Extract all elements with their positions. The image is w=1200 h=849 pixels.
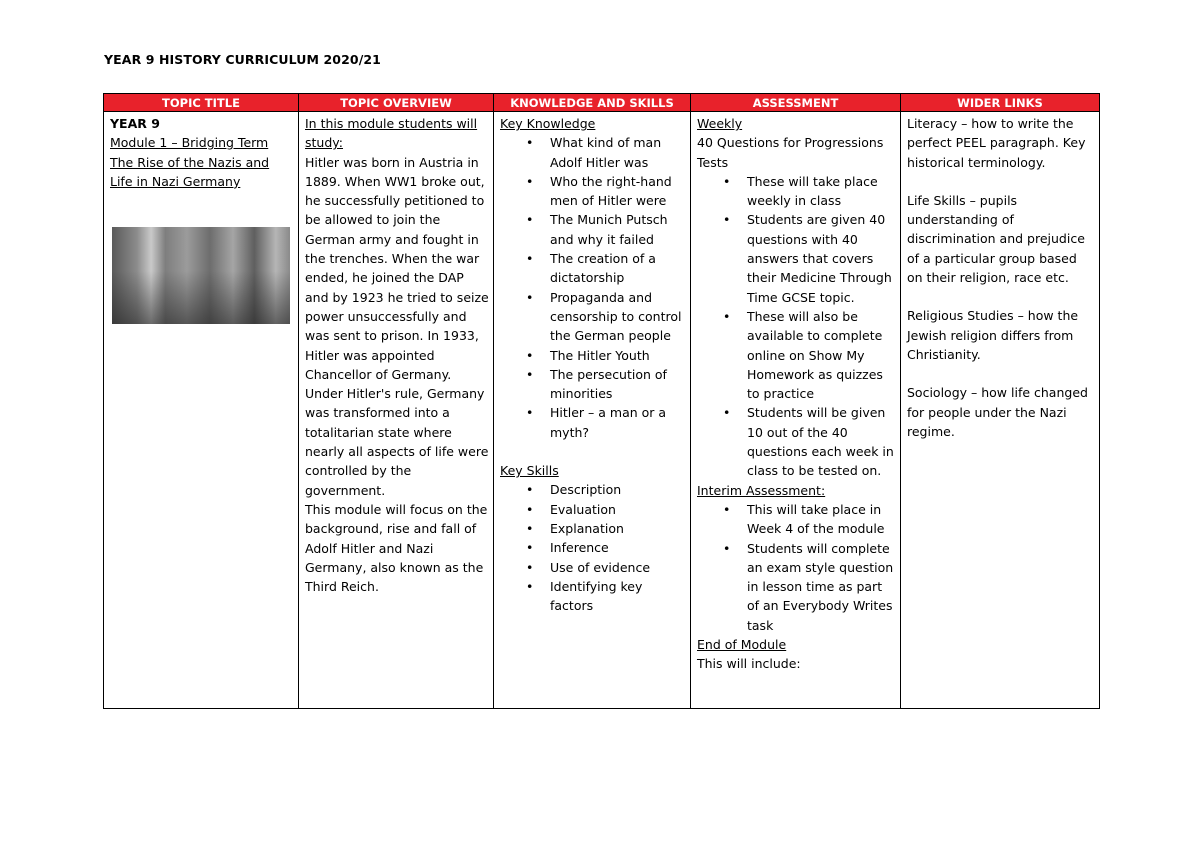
header-topic-title: TOPIC TITLE xyxy=(104,94,299,112)
topic-overview-cell xyxy=(299,112,494,709)
knowledge-skills-cell xyxy=(494,112,691,709)
historical-photo-icon xyxy=(112,227,290,324)
topic-title-cell xyxy=(104,112,299,709)
list-item: • Inference xyxy=(500,538,686,557)
overview-paragraph-1: Hitler was born in Austria in 1889. When WW1 broke out, he successfully petitioned to be allowed to join the German army and fought in the trenches. When the war ended, he joined the DAP and by 1923 he tried to seize power unsuccessfully and was sent to prison. In 1933, Hitler was appointed Chancellor of Germany. Under Hitler's rule, Germany was transformed into a totalitarian state where nearly all aspects of life were controlled by the government. xyxy=(305,154,489,498)
assessment-cell xyxy=(691,112,901,709)
curriculum-table xyxy=(103,93,1100,709)
list-item: • The Hitler Youth xyxy=(500,346,686,365)
key-knowledge-heading: Key Knowledge xyxy=(500,116,596,131)
list-item: • The persecution of minorities xyxy=(500,365,686,404)
wider-links-cell xyxy=(901,112,1100,709)
list-item: • Description xyxy=(500,480,686,499)
document-title: YEAR 9 HISTORY CURRICULUM 2020/21 xyxy=(104,52,381,67)
header-wider-links: WIDER LINKS xyxy=(901,94,1100,112)
table-row xyxy=(104,112,1100,709)
interim-heading: Interim Assessment: xyxy=(697,482,826,498)
list-item: • What kind of man Adolf Hitler was xyxy=(500,133,686,172)
module-label: Module 1 – Bridging Term xyxy=(110,135,269,151)
list-item: • Students will be given 10 out of the 40 questions each week in class to be tested on. xyxy=(697,403,896,480)
key-knowledge-list xyxy=(500,133,686,442)
literacy-link: Literacy – how to write the perfect PEEL paragraph. Key historical terminology. xyxy=(907,116,1086,170)
list-item: • Use of evidence xyxy=(500,558,686,577)
list-item: • Hitler – a man or a myth? xyxy=(500,403,686,442)
list-item: • This will take place in Week 4 of the module xyxy=(697,500,896,539)
key-skills-list xyxy=(500,480,686,615)
header-assessment: ASSESSMENT xyxy=(691,94,901,112)
list-item: • The Munich Putsch and why it failed xyxy=(500,210,686,249)
overview-paragraph-2: This module will focus on the background, rise and fall of Adolf Hitler and Nazi Germany, also known as the Third Reich. xyxy=(305,501,488,595)
weekly-heading: Weekly xyxy=(697,116,743,131)
list-item: • The creation of a dictatorship xyxy=(500,249,686,288)
list-item: • Propaganda and censorship to control the German people xyxy=(500,288,686,346)
topic-name-line1: The Rise of the Nazis and xyxy=(110,154,270,170)
list-item: • These will take place weekly in class xyxy=(697,172,896,211)
sociology-link: Sociology – how life changed for people under the Nazi regime. xyxy=(907,385,1088,439)
list-item: • Identifying key factors xyxy=(500,577,686,616)
topic-name-line2: Life in Nazi Germany xyxy=(110,173,241,189)
life-skills-link: Life Skills – pupils understanding of discrimination and prejudice of a particular group based on their religion, race etc. xyxy=(907,192,1085,286)
religious-studies-link: Religious Studies – how the Jewish religion differs from Christianity. xyxy=(907,308,1079,362)
end-of-module-heading: End of Module xyxy=(697,637,787,653)
weekly-intro: 40 Questions for Progressions Tests xyxy=(697,135,884,170)
list-item: • Who the right-hand men of Hitler were xyxy=(500,172,686,211)
year-label: YEAR 9 xyxy=(110,116,160,131)
header-knowledge-and-skills: KNOWLEDGE AND SKILLS xyxy=(494,94,691,112)
weekly-list xyxy=(697,172,896,481)
overview-intro: In this module students will study: xyxy=(305,116,478,151)
interim-list xyxy=(697,500,896,635)
end-of-module-intro: This will include: xyxy=(697,656,801,672)
table-header-row xyxy=(104,94,1100,112)
list-item: • Evaluation xyxy=(500,500,686,519)
list-item: • Students will complete an exam style question in lesson time as part of an Everybody Writes task xyxy=(697,539,896,635)
list-item: • Explanation xyxy=(500,519,686,538)
list-item: • Students are given 40 questions with 40 answers that covers their Medicine Through Time GCSE topic. xyxy=(697,210,896,306)
header-topic-overview: TOPIC OVERVIEW xyxy=(299,94,494,112)
list-item: • These will also be available to complete online on Show My Homework as quizzes to practice xyxy=(697,307,896,403)
key-skills-heading: Key Skills xyxy=(500,463,559,479)
